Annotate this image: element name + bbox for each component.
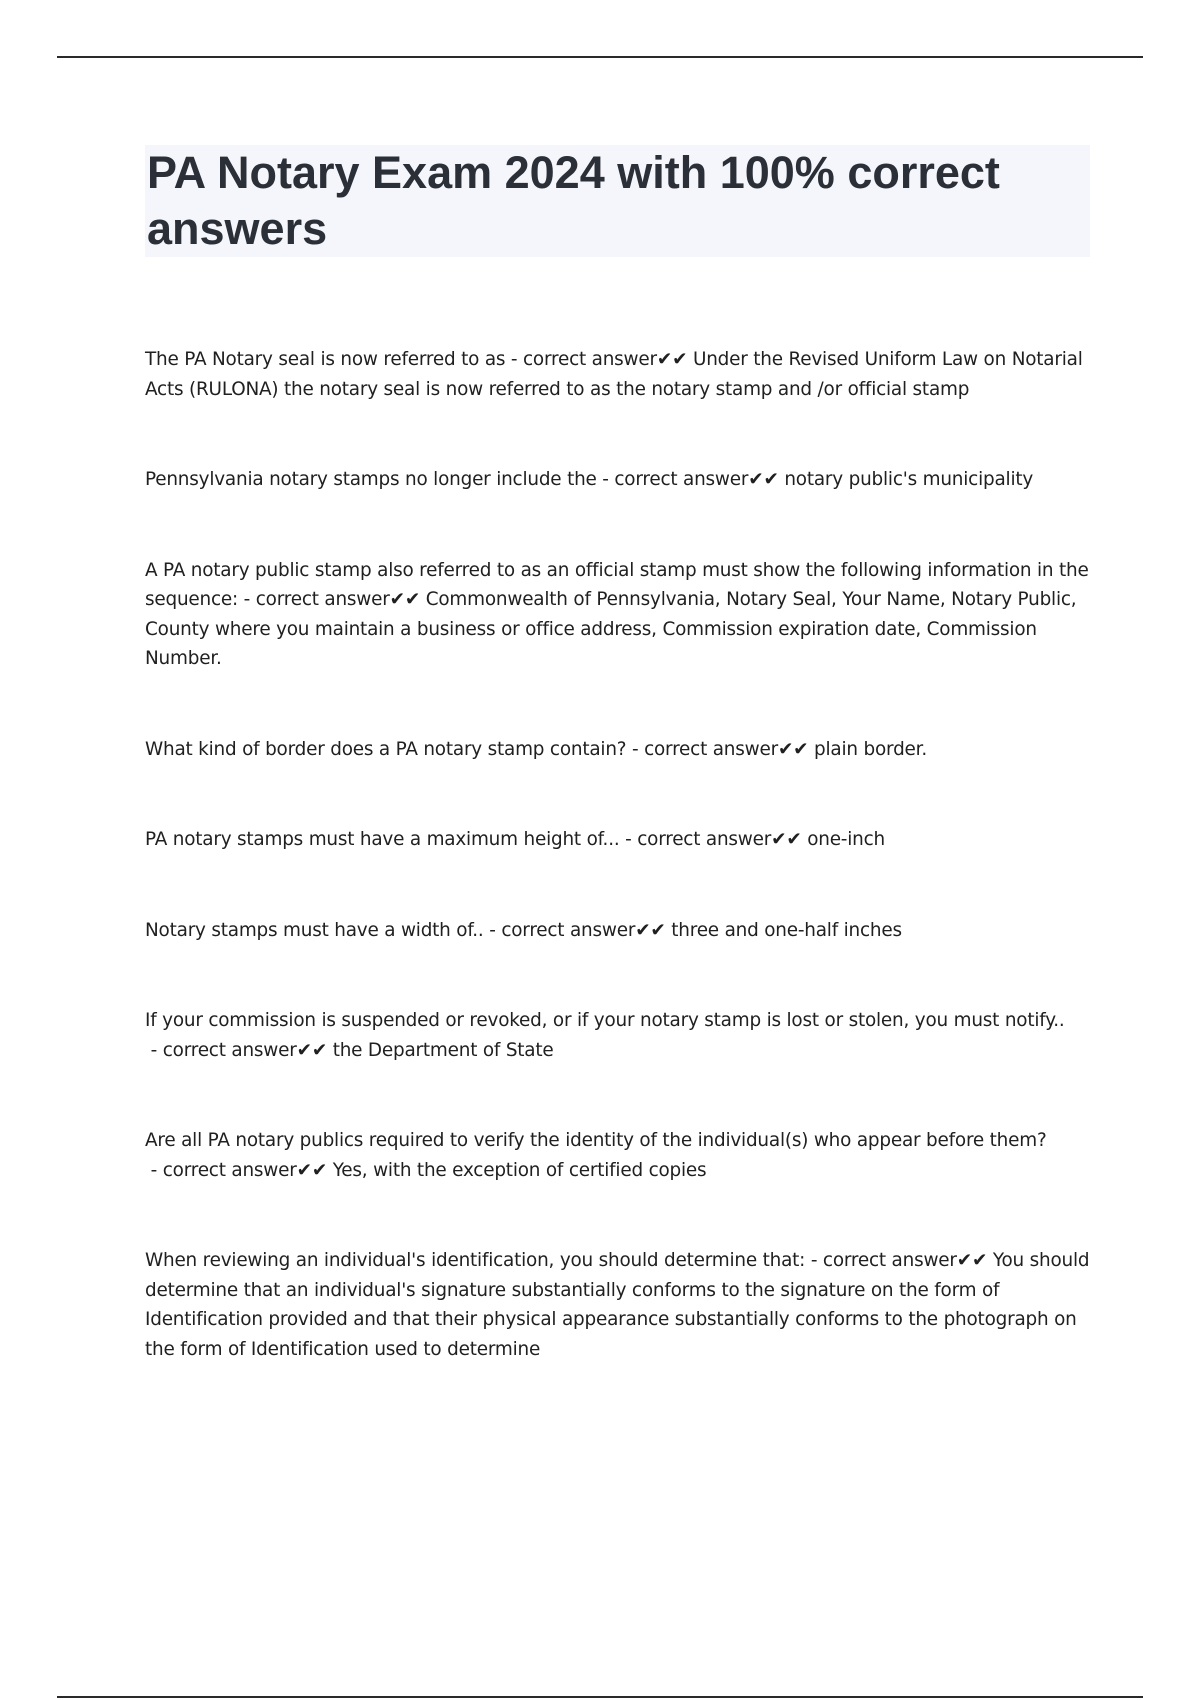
answer-text: Yes, with the exception of certified copies [332, 1159, 707, 1181]
qa-item: Notary stamps must have a width of.. - correct answer✔✔ three and one-half inches [145, 919, 902, 941]
check-icon: ✔✔ [656, 349, 688, 370]
title-banner [145, 145, 1090, 257]
check-icon: ✔✔ [296, 1159, 328, 1181]
question-text: When reviewing an individual's identification, you should determine that: [145, 1250, 806, 1271]
answer-text: one-inch [807, 829, 885, 850]
qa-item: Pennsylvania notary stamps no longer include the - correct answer✔✔ notary public's municipality [145, 469, 1034, 490]
question-text: A PA notary public stamp also referred to as an official stamp must show the following information in the sequence: [145, 559, 1089, 610]
top-divider [57, 56, 1143, 58]
answer-label: correct answer [637, 829, 772, 850]
answer-label: correct answer [162, 1159, 297, 1181]
question-text: The PA Notary seal is now referred to as [145, 349, 506, 370]
answer-text: Under the Revised Uniform Law on Notarial Acts (RULONA) the notary seal is now referred to as the notary stamp and /or official stamp [145, 349, 1083, 400]
answer-label: correct answer [644, 738, 778, 760]
answer-label: correct answer [614, 469, 749, 490]
qa-item: If your commission is suspended or revoked, or if your notary stamp is lost or stolen, you must notify.. - correct answer✔✔ the Department of State [145, 1010, 1065, 1061]
qa-item: Are all PA notary publics required to verify the identity of the individual(s) who appear before them? - correct answer✔✔ Yes, with the exception of certified copies [145, 1130, 1047, 1181]
answer-label: correct answer [255, 589, 390, 610]
answer-label: correct answer [822, 1250, 957, 1271]
check-icon: ✔✔ [635, 919, 666, 941]
check-icon: ✔✔ [748, 469, 779, 490]
check-icon: ✔✔ [771, 829, 802, 850]
page-title: PA Notary Exam 2024 with 100% correct answers [147, 147, 1000, 254]
answer-text: Commonwealth of Pennsylvania, Notary Seal, Your Name, Notary Public, County where you maintain a business or office address, Commission expiration date, Commission Number. [145, 589, 1077, 669]
answer-text: notary public's municipality [784, 469, 1034, 490]
question-text: What kind of border does a PA notary stamp contain? [145, 738, 627, 760]
answer-text: You should determine that an individual's signature substantially conforms to the signature on the form of Identification provided and that their physical appearance substantially conforms to the photograph on the form of Identification used to determine [145, 1250, 1090, 1360]
check-icon: ✔✔ [389, 589, 421, 610]
qa-item: A PA notary public stamp also referred to as an official stamp must show the following information in the sequence: - correct answer✔✔ Commonwealth of Pennsylvania, Notary Seal, Your Name, Notary Public, County where you maintain a business or office address, Commission expiration date, Commission Number. [145, 559, 1089, 669]
qa-item: When reviewing an individual's identification, you should determine that: - correct answer✔✔ You should determine that an individual's signature substantially conforms to the signature on the form of Identification provided and that their physical appearance substantially conforms to the photograph on the form of Identification used to determine [145, 1250, 1090, 1360]
qa-item: The PA Notary seal is now referred to as - correct answer✔✔ Under the Revised Uniform Law on Notarial Acts (RULONA) the notary seal is now referred to as the notary stamp and /or official stamp [145, 349, 1083, 400]
question-text: If your commission is suspended or revoked, or if your notary stamp is lost or stolen, you must notify.. [145, 1010, 1065, 1031]
check-icon: ✔✔ [296, 1039, 328, 1061]
answer-label: correct answer [501, 919, 636, 941]
answer-text: three and one-half inches [671, 919, 902, 941]
question-text: Notary stamps must have a width of.. [145, 919, 484, 941]
answer-label: correct answer [523, 349, 657, 370]
answer-text: plain border. [814, 738, 927, 760]
check-icon: ✔✔ [777, 738, 809, 760]
answer-text: the Department of State [332, 1039, 554, 1061]
qa-list [145, 345, 1093, 1425]
question-text: Are all PA notary publics required to verify the identity of the individual(s) who appear before them? [145, 1130, 1047, 1151]
question-text: PA notary stamps must have a maximum height of... [145, 829, 620, 850]
question-text: Pennsylvania notary stamps no longer include the [145, 469, 597, 490]
qa-item: What kind of border does a PA notary stamp contain? - correct answer✔✔ plain border. [145, 738, 927, 760]
check-icon: ✔✔ [956, 1250, 988, 1271]
bottom-divider [57, 1696, 1143, 1698]
answer-label: correct answer [162, 1039, 297, 1061]
qa-item: PA notary stamps must have a maximum height of... - correct answer✔✔ one-inch [145, 829, 885, 850]
